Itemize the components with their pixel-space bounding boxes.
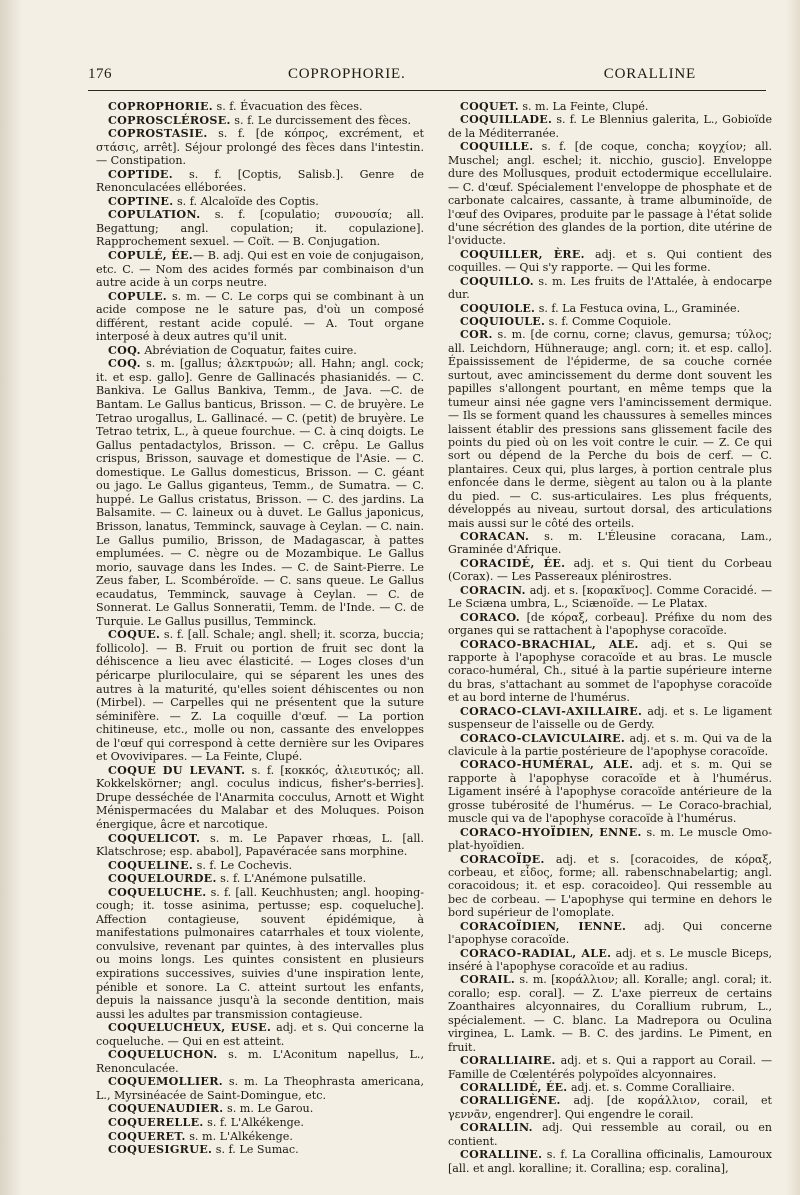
running-header [88, 66, 766, 88]
dictionary-entry [448, 315, 772, 328]
entry-headword: CORACOÏDE. [460, 852, 545, 866]
dictionary-entry [448, 920, 772, 947]
dictionary-entry [96, 1102, 424, 1116]
dictionary-entry [96, 114, 424, 128]
dictionary-entry [448, 973, 772, 1054]
entry-definition: adj. Qui ressemble au corail, ou en contient. [448, 1121, 772, 1148]
entry-headword: CORACIDÉ, ÉE. [460, 556, 566, 570]
entry-definition: adj. et s. m. Qui se rapporte à l'apophyse coracoïde et à l'humérus. Ligament inséré à l'apophyse coracoïde antérieure de la grosse tubérosité de l'humérus. — Le Coraco-brachial, muscle qui va de l'apophyse coracoïde à l'humérus. [448, 758, 773, 826]
dictionary-entry [96, 764, 424, 832]
entry-definition: s. f. Le durcissement des fèces. [230, 113, 412, 127]
dictionary-entry [448, 1121, 772, 1148]
dictionary-entry [96, 1116, 424, 1130]
entry-headword: COQ. [108, 357, 141, 371]
entry-headword: COQ. [108, 343, 141, 357]
entry-definition: adj. et s. Qui tient du Corbeau (Corax). — Les Passereaux plénirostres. [448, 556, 772, 584]
dictionary-entry [448, 1081, 772, 1094]
entry-headword: CORACO. [460, 610, 520, 624]
dictionary-entry [96, 344, 424, 358]
entry-headword: COQUEMOLLIER. [108, 1075, 223, 1089]
entry-definition: s. m. [gallus; ἀλεκτρυών; all. Hahn; angl. cock; it. et esp. gallo]. Genre de Gallinacés phasianidés. — C. Bankiva. Le Gallus Bankiva, Temm., de Java. —C. de Bantam. Le Gallus banticus, Brisson. — C. de bruyère. Le Tetrao urogallus, L. Gallinacé. — C. (petit) de bruyère. Le Tetrao tetrix, L., à queue fourchue. — C. à cinq doigts. Le Gallus pentadactylos, Brisson. — C. crêpu. Le Gallus crispus, Brisson, sauvage et domestique de l'Asie. — C. domestique. Le Gallus domesticus, Brisson. — C. géant ou jago. Le Gallus giganteus, Temm., de Sumatra. — C. huppé. Le Gallus cristatus, Brisson. — C. des jardins. La Balsamite. — C. laineux ou à duvet. Le Gallus japonicus, Brisson, lanatus, Temminck, sauvage à Ceylan. — C. nain. Le Gallus pumilio, Brisson, de Madagascar, à pattes emplumées. — C. nègre ou de Mozambique. Le Gallus morio, sauvage dans les Indes. — C. de Saint-Pierre. Le Zeus faber, L. Scombéroïde. — C. sans queue. Le Gallus ecaudatus, Temminck, sauvage à Ceylan. — C. de Sonnerat. Le Gallus Sonneratii, Temm. de l'Inde. — C. de Turquie. Le Gallus pusillus, Temminck. [96, 357, 424, 628]
dictionary-entry [96, 290, 424, 344]
entry-definition: adj. et s. [κορακῖνος]. Comme Coracidé. — Le Sciæna umbra, L., Sciænoïde. — Le Platax. [448, 583, 772, 611]
entry-definition: adj. et s. Qui contient des coquilles. — Qui s'y rapporte. — Qui les forme. [448, 247, 772, 275]
header-rule [88, 90, 766, 91]
entry-definition: adj. Qui concerne l'apophyse coracoïde. [448, 919, 772, 947]
entry-headword: COPTINE. [108, 194, 174, 208]
entry-definition: s. m. Le muscle Omo-plat-hyoïdien. [448, 825, 773, 853]
dictionary-entry [448, 100, 772, 113]
dictionary-entry [448, 557, 772, 584]
entry-definition: s. f. L'Anémone pulsatille. [216, 872, 367, 886]
entry-headword: COPULE. [108, 289, 167, 303]
page-left-edge [0, 0, 22, 1195]
entry-definition: s. m. [κοράλλιον; all. Koralle; angl. coral; it. corallo; esp. coral]. — Z. L'axe pierreux de certains Zoanthaires alcyonnaires, du Corallium rubrum, L., spécialement. — C. blanc. La Madrepora ou Oculina virginea, L. Lamk. — B. C. des jardins. Le Piment, en fruit. [448, 973, 772, 1054]
entry-definition: s. f. Le Cochevis. [193, 858, 293, 872]
entry-definition: adj. et s. [coracoides, de κόραξ, corbeau, et εἶδος, forme; all. rabenschnabelartig; angl. coracoidous; it. et esp. coracoideo]. Qui ressemble au bec de corbeau. — L'apophyse qui termine en dehors le bord supérieur de l'omoplate. [448, 852, 772, 920]
entry-headword: CORALLINE. [460, 1148, 543, 1162]
entry-headword: CORALLIAIRE. [460, 1054, 556, 1068]
entry-headword: COPROSTASIE. [108, 127, 208, 141]
entry-headword: COPULÉ, ÉE. [108, 249, 193, 263]
entry-headword: COQUELOURDE. [108, 872, 217, 886]
entry-definition: s. f. Alcaloïde des Coptis. [173, 194, 319, 208]
dictionary-entry [448, 530, 772, 557]
entry-definition: s. m. Le Papaver rhœas, L. [all. Klatschrose; esp. ababol], Papavéracée sans morphine. [96, 831, 424, 859]
entry-headword: COQUELUCHEUX, EUSE. [108, 1021, 272, 1035]
entry-definition: s. f. Le Sumac. [212, 1143, 299, 1157]
entry-headword: CORACO-BRACHIAL, ALE. [460, 637, 639, 651]
entry-headword: CORALLIDÉ, ÉE. [460, 1080, 568, 1094]
entry-headword: COQUELUCHON. [108, 1048, 218, 1062]
dictionary-entry [448, 638, 772, 705]
dictionary-entry [96, 127, 424, 168]
dictionary-entry [96, 357, 424, 628]
entry-definition: s. f. [copulatio; συνουσία; all. Begattung; angl. copulation; it. copulazione]. Rapprochement sexuel. — Coït. — B. Conjugation. [96, 208, 424, 249]
entry-headword: CORACOÏDIEN, IENNE. [460, 919, 627, 933]
entry-headword: COQUERET. [108, 1129, 186, 1143]
entry-definition: adj. et s. Le muscle Biceps, inséré à l'apophyse coracoïde et au radius. [448, 946, 773, 973]
dictionary-entry [96, 195, 424, 209]
entry-definition: adj. et s. Qui se rapporte à l'apophyse coracoïde et au bras. Le muscle coraco-huméral, Ch., situé à la partie supérieure interne du bras, s'attachant au sommet de l'apophyse coracoïde et au bord interne de l'humérus. [448, 637, 772, 705]
entry-definition: s. f. [all. Schale; angl. shell; it. scorza, buccia; follicolo]. — B. Fruit ou portion de fruit sec dont la déhiscence a lieu avec élasticité. — Loges closes d'un péricarpe pluriloculaire, qui se séparent les unes des autres à la maturité, qu'elles soient déhiscentes ou non (Mirbel). — Carpelles qui ne présentent que la suture séminifère. — Z. La coquille d'œuf. — La portion chitineuse, etc., molle ou non, cassante des enveloppes de l'œuf qui correspond à cette dernière sur les Ovipares et Ovovivipares. — La Feinte, Clupé. [96, 628, 424, 764]
dictionary-entry [96, 1130, 424, 1144]
entry-definition: s. m. L'Éleusine coracana, Lam., Graminée d'Afrique. [448, 530, 772, 557]
entry-definition: s. f. [Coptis, Salisb.]. Genre de Renonculacées elléborées. [96, 167, 424, 195]
entry-headword: COQUELINE. [108, 858, 194, 872]
entry-headword: CORACO-CLAVICULAIRE. [460, 731, 626, 745]
entry-headword: CORACO-RADIAL, ALE. [460, 946, 612, 960]
entry-definition: — B. adj. Qui est en voie de conjugaison, etc. C. — Nom des acides formés par combinaison d'un autre acide à un corps neutre. [96, 249, 424, 290]
entry-headword: CORALLIGÈNE. [460, 1094, 561, 1108]
dictionary-entry [96, 628, 424, 763]
header-right-title: CORALLINE [603, 66, 696, 82]
entry-definition: s. f. Comme Coquiole. [545, 315, 672, 328]
dictionary-entry [96, 1143, 424, 1157]
entry-headword: COPTIDE. [108, 167, 173, 181]
dictionary-entry [448, 140, 772, 248]
entry-headword: COQUET. [460, 100, 519, 113]
entry-headword: COQUERELLE. [108, 1116, 204, 1130]
entry-definition: s. m. L'Alkékenge. [185, 1129, 293, 1143]
entry-headword: COQUILLO. [460, 274, 534, 288]
entry-headword: CORACO-HYOÏDIEN, ENNE. [460, 825, 642, 839]
entry-headword: COQUILLER, ÈRE. [460, 247, 585, 261]
entry-headword: COQUILLE. [460, 140, 534, 154]
dictionary-entry [448, 113, 772, 140]
entry-definition: s. m. — C. Le corps qui se combinant à un acide compose ne le sature pas, d'où un composé différent, restant acide copulé. — A. Tout organe interposé à deux autres qu'il unit. [96, 289, 424, 344]
entry-definition: s. f. Évacuation des fèces. [212, 100, 363, 113]
dictionary-entry [448, 302, 772, 315]
dictionary-entry [96, 249, 424, 290]
dictionary-entry [96, 1021, 424, 1048]
entry-definition: s. f. La Corallina officinalis, Lamouroux [all. et angl. koralline; it. Corallina; esp. coralina], [448, 1148, 772, 1175]
entry-definition: s. m. La Theophrasta americana, L., Myrsinéacée de Saint-Domingue, etc. [96, 1075, 424, 1102]
entry-definition: s. f. L'Alkékenge. [203, 1116, 304, 1130]
entry-headword: COQUIOULE. [460, 315, 546, 328]
entry-definition: [de κόραξ, corbeau]. Préfixe du nom des organes qui se rattachent à l'apophyse coracoïde. [448, 610, 772, 638]
dictionary-entry [448, 758, 772, 825]
entry-definition: adj. [de κοράλλιον, corail, et γεννᾶν, engendrer]. Qui engendre le corail. [448, 1094, 772, 1121]
dictionary-entry [448, 1054, 772, 1081]
dictionary-entry [448, 611, 772, 638]
entry-definition: s. f. [κοκκός, ἀλιευτικός; all. Kokkelskörner; angl. coculus indicus, fisher's-berries]. Drupe desséchée de l'Anarmita cocculus, Arnott et Wight Ménispermacées du Malabar et des Moluques. Poison énergique, âcre et narcotique. [96, 763, 424, 831]
dictionary-entry [96, 832, 424, 859]
entry-headword: COQUELICOT. [108, 831, 201, 845]
entry-headword: COQUE. [108, 628, 161, 642]
dictionary-entry [448, 826, 772, 853]
dictionary-entry [448, 1094, 772, 1121]
dictionary-entry [96, 886, 424, 1021]
dictionary-entry [96, 1048, 424, 1075]
entry-definition: s. m. L'Aconitum napellus, L., Renonculacée. [96, 1048, 424, 1075]
dictionary-entry [448, 1148, 772, 1175]
dictionary-entry [96, 1075, 424, 1102]
entry-definition: s. f. [all. Keuchhusten; angl. hooping-cough; it. tosse asinima, pertusse; esp. coqueluche]. Affection contagieuse, souvent épidémique, à manifestations pulmonaires catarrhales et toux violente, convulsive, revenant par quintes, à des intervalles plus ou moins longs. Les quintes consistent en plusieurs expirations successives, suivies d'une inspiration lente, pénible et sonore. La C. atteint surtout les enfants, depuis la naissance jusqu'à la seconde dentition, mais aussi les adultes par transmission contagieuse. [96, 885, 424, 1021]
entry-definition: Abréviation de Coquatur, faites cuire. [140, 343, 357, 357]
dictionary-entry [448, 248, 772, 275]
entry-headword: COPROPHORIE. [108, 100, 213, 113]
dictionary-entry [448, 732, 772, 759]
dictionary-entry [96, 168, 424, 195]
dictionary-entry [96, 859, 424, 873]
entry-definition: s. m. Les fruits de l'Attalée, à endocarpe dur. [448, 274, 772, 302]
dictionary-entry [448, 275, 772, 302]
entry-definition: adj. et s. Qui a rapport au Corail. — Famille de Cœlentérés polypoïdes alcyonnaires. [448, 1054, 772, 1081]
right-column [448, 100, 772, 1175]
entry-headword: COPROSCLÉROSE. [108, 113, 231, 127]
entry-headword: CORACIN. [460, 583, 526, 597]
entry-headword: COQUELUCHE. [108, 885, 207, 899]
entry-definition: s. f. [de κόπρος, excrément, et στάσις, arrêt]. Séjour prolongé des fèces dans l'intestin. — Constipation. [96, 127, 424, 168]
header-left-title: COPROPHORIE. [288, 66, 406, 82]
dictionary-entry [96, 208, 424, 249]
entry-definition: s. f. La Festuca ovina, L., Graminée. [535, 301, 741, 315]
dictionary-entry [448, 853, 772, 920]
entry-headword: COQUIOLE. [460, 301, 536, 315]
dictionary-entry [96, 872, 424, 886]
dictionary-entry [448, 328, 772, 530]
dictionary-entry [448, 584, 772, 611]
entry-headword: CORALLIN. [460, 1121, 533, 1135]
dictionary-entry [448, 705, 772, 732]
entry-definition: s. m. [de cornu, corne; clavus, gemursa; τύλος; all. Leichdorn, Hühnerauge; angl. corn; it. et esp. callo]. Épaississement de l'épiderme, de sa couche cornée surtout, avec amincissement du derme dont souvent les papilles s'allongent pourtant, en même temps que la tumeur ainsi née gagne vers l'amincissement dermique. — Ils se forment quand les chaussures à semelles minces laissent établir des pressions sans glissement facile des points du pied où on les voit contre le cuir. — Z. Ce qui sort ou dépend de la Perche du bois de cerf. — C. plantaires. Ceux qui, plus larges, à portion centrale plus enfoncée dans le derme, siègent au talon ou à la plante du pied. — C. sus-articulaires. Les plus fréquents, développés au niveau, surtout dorsal, des articulations mais aussi sur le côté des orteils. [448, 328, 772, 530]
entry-definition: adj. et. s. Comme Coralliaire. [567, 1080, 735, 1094]
page-gutter-shadow [786, 0, 800, 1195]
entry-headword: CORAIL. [460, 973, 516, 987]
entry-headword: COQUE DU LEVANT. [108, 763, 246, 777]
entry-headword: COPULATION. [108, 208, 201, 222]
page-number: 176 [88, 66, 112, 82]
entry-headword: CORACAN. [460, 530, 530, 543]
entry-headword: COQUENAUDIER. [108, 1102, 224, 1116]
entry-definition: s. f. Le Blennius galerita, L., Gobioïde de la Méditerranée. [448, 113, 772, 140]
entry-definition: s. m. Le Garou. [223, 1102, 314, 1116]
entry-headword: COR. [460, 328, 493, 342]
entry-headword: COQUESIGRUE. [108, 1143, 213, 1157]
entry-headword: COQUILLADE. [460, 113, 553, 127]
entry-definition: s. m. La Feinte, Clupé. [518, 100, 649, 113]
left-column [96, 100, 424, 1157]
dictionary-entry [448, 947, 772, 974]
entry-definition: s. f. [de coque, concha; κογχίον; all. Muschel; angl. eschel; it. nicchio, guscio]. Enveloppe dure des Mollusques, produit ectodermique eccellulaire. — C. d'œuf. Spécialement l'enveloppe de phosphate et de carbonate calcaires, cassante, à trame albuminoïde, de l'œuf des Ovipares, produite par le passage à l'état solide d'une sécrétion des glandes de la portion, dite utérine de l'oviducte. [448, 140, 772, 248]
entry-definition: adj. et s. m. Qui va de la clavicule à la partie postérieure de l'apophyse coracoïde. [448, 731, 772, 758]
entry-definition: adj. et s. Qui concerne la coqueluche. — Qui en est atteint. [96, 1021, 424, 1048]
entry-definition: adj. et s. Le ligament suspenseur de l'aisselle ou de Gerdy. [448, 704, 772, 732]
dictionary-entry [96, 100, 424, 114]
entry-headword: CORACO-HUMÉRAL, ALE. [460, 758, 634, 772]
entry-headword: CORACO-CLAVI-AXILLAIRE. [460, 704, 643, 718]
